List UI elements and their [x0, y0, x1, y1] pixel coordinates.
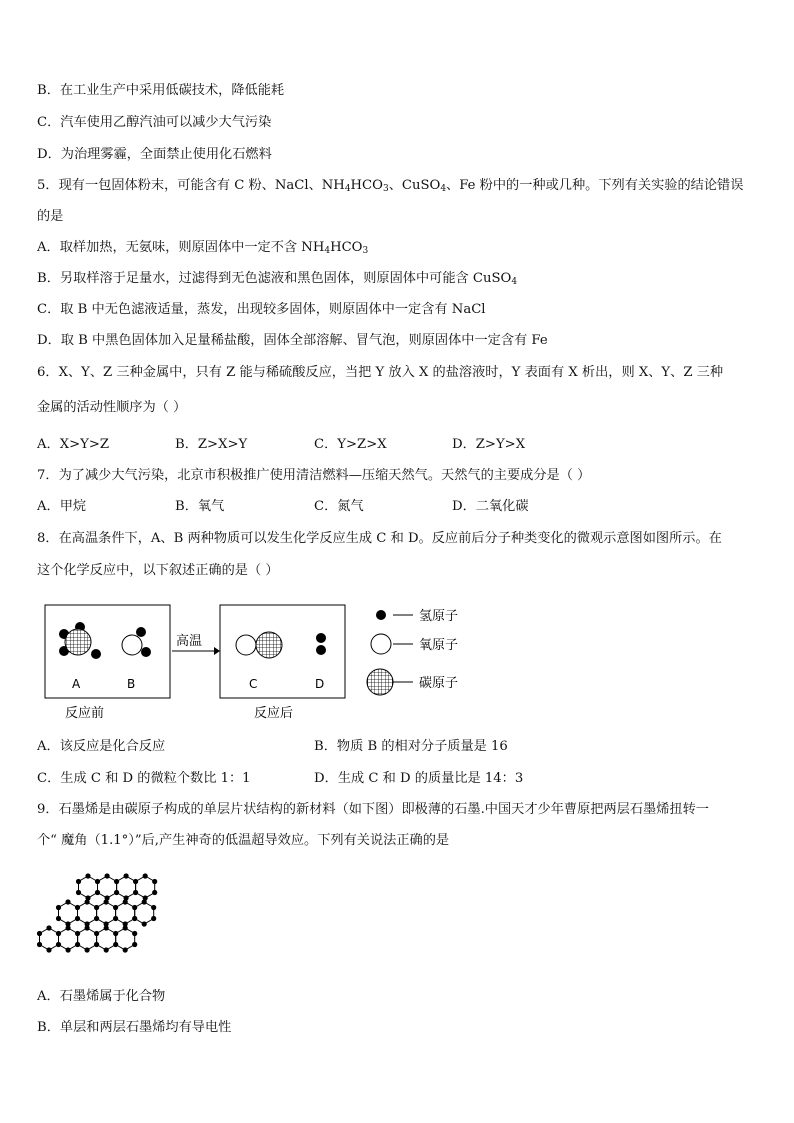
legend	[367, 609, 458, 695]
carbon-atom-dot	[152, 879, 157, 884]
q7-option-d: D．二氧化碳	[452, 499, 529, 514]
hexagon-ring	[78, 902, 97, 924]
q7-option-c: C．氮气	[314, 499, 364, 514]
q6-option-a: A．X>Y>Z	[37, 437, 110, 452]
carbon-atom-dot	[114, 879, 119, 884]
legend-carbon-label: 碳原子	[419, 676, 459, 691]
carbon-atom-dot	[104, 947, 109, 952]
carbon-atom-dot	[76, 890, 81, 895]
q6-option-d: D．Z>Y>X	[452, 437, 526, 452]
q9-stem-line1: 9．石墨烯是由碳原子构成的单层片状结构的新材料（如下图）即极薄的石墨.中国天才少年曹原把两层石墨烯扭转一	[37, 802, 709, 817]
q5-option-a: A．取样加热，无氨味，则原固体中一定不含 $NH_4HCO_3$	[37, 240, 369, 256]
label-c: C	[249, 677, 258, 691]
q8-option-b: B．物质 B 的相对分子质量是 16	[314, 739, 508, 754]
carbon-atom-dot	[113, 916, 118, 921]
hexagon-ring	[40, 928, 59, 950]
hexagon-ring	[78, 928, 97, 950]
label-b: B	[127, 677, 136, 691]
carbon-atom-dot	[132, 931, 137, 936]
q8-stem-line2: 这个化学反应中，以下叙述正确的是（ ）	[37, 563, 279, 578]
q7-option-b: B．氧气	[175, 499, 225, 514]
carbon-atom-dot	[56, 916, 61, 921]
carbon-atom-dot	[65, 899, 70, 904]
carbon-atom-dot	[66, 947, 71, 952]
carbon-atom-dot	[56, 942, 61, 947]
q8-stem-line1: 8．在高温条件下，A、B 两种物质可以发生化学反应生成 C 和 D。反应前后分子种类变化的微观示意图如图所示。在	[37, 531, 722, 546]
carbon-atom-dot	[132, 916, 137, 921]
carbon-atom-dot	[123, 925, 128, 930]
molecule-a	[59, 622, 101, 659]
caption-after: 反应后	[254, 706, 294, 721]
carbon-atom-dot	[123, 947, 128, 952]
carbon-atom-dot	[75, 905, 80, 910]
carbon-atom-dot	[124, 873, 129, 878]
carbon-atom-dot	[85, 899, 90, 904]
q6-option-b: B．Z>X>Y	[175, 437, 248, 452]
q9-stem-line2: 个“ 魔角（1.1°）”后,产生神奇的低温超导效应。下列有关说法正确的是	[37, 833, 450, 848]
carbon-atom-dot	[95, 890, 100, 895]
q6-stem-line2: 金属的活动性顺序为（ ）	[37, 400, 187, 415]
q8-option-a: A．该反应是化合反应	[37, 739, 166, 754]
carbon-atom-dot	[104, 899, 109, 904]
q5-option-c: C．取 B 中无色滤液适量，蒸发，出现较多固体，则原固体中一定含有 NaCl	[37, 302, 486, 317]
hexagon-ring	[136, 876, 155, 898]
carbon-atom-dot	[75, 916, 80, 921]
legend-hydrogen-icon	[376, 610, 386, 620]
carbon-atom-dot	[132, 942, 137, 947]
carbon-atom-dot	[104, 925, 109, 930]
molecule-c	[236, 632, 282, 658]
carbon-atom-dot	[133, 879, 138, 884]
carbon-atom-dot	[56, 931, 61, 936]
molecule-d	[316, 633, 326, 655]
carbon-atom-dot	[143, 873, 148, 878]
hexagon-ring	[98, 876, 117, 898]
q4-option-b: B．在工业生产中采用低碳技术，降低能耗	[37, 83, 285, 98]
hexagon-ring	[79, 876, 98, 898]
hexagon-ring	[59, 928, 78, 950]
carbon-atom-dot	[142, 921, 147, 926]
q4-option-d: D．为治理雾霾，全面禁止使用化石燃料	[37, 147, 272, 162]
molecule-b	[122, 627, 151, 657]
carbon-atom-dot	[85, 925, 90, 930]
carbon-atom-dot	[75, 942, 80, 947]
hexagon-ring	[97, 902, 116, 924]
reaction-condition: 高温	[176, 634, 203, 649]
carbon-atom-dot	[133, 890, 138, 895]
q7-stem: 7．为了减少大气污染，北京市积极推广使用清洁燃料—压缩天然气。天然气的主要成分是（ ）	[37, 468, 591, 483]
legend-hydrogen-label: 氢原子	[419, 609, 459, 624]
carbon-atom-dot	[85, 947, 90, 952]
carbon-atom-dot	[75, 931, 80, 936]
carbon-atom-dot	[37, 942, 42, 947]
legend-carbon-icon	[367, 669, 393, 695]
legend-oxygen-icon	[371, 634, 391, 654]
carbon-atom-dot	[113, 931, 118, 936]
label-a: A	[72, 677, 81, 691]
carbon-atom-dot	[105, 873, 110, 878]
carbon-atom-dot	[56, 905, 61, 910]
q5-option-b: B．另取样溶于足量水，过滤得到无色滤液和黑色固体，则原固体中可能含 CuSO$_4$	[37, 271, 518, 287]
carbon-atom-dot	[76, 879, 81, 884]
carbon-atom-dot	[94, 905, 99, 910]
carbon-atom-dot	[94, 942, 99, 947]
q6-stem-line1: 6．X、Y、Z 三种金属中，只有 Z 能与稀硫酸反应，当把 Y 放入 X 的盐溶液时，Y 表面有 X 析出，则 X、Y、Z 三种	[37, 365, 724, 380]
carbon-atom-dot	[94, 916, 99, 921]
carbon-atom-dot	[46, 925, 51, 930]
q9-option-b: B．单层和两层石墨烯均有导电性	[37, 1020, 232, 1035]
graphene-lattice-image	[30, 865, 180, 975]
carbon-atom-dot	[151, 916, 156, 921]
q8-option-d: D．生成 C 和 D 的质量比是 14：3	[314, 771, 524, 786]
q5-option-d: D．取 B 中黑色固体加入足量稀盐酸，固体全部溶解、冒气泡，则原固体中一定含有 Fe	[37, 333, 548, 348]
carbon-atom-dot	[85, 873, 90, 878]
q6-option-c: C．Y>Z>X	[314, 437, 387, 452]
hexagon-ring	[116, 902, 135, 924]
hexagon-ring	[97, 928, 116, 950]
carbon-atom-dot	[132, 905, 137, 910]
carbon-atom-dot	[142, 899, 147, 904]
carbon-atom-dot	[46, 947, 51, 952]
carbon-atom-dot	[114, 890, 119, 895]
caption-before: 反应前	[65, 706, 105, 721]
carbon-atom-dot	[66, 925, 71, 930]
q5-stem-line1: 5．现有一包固体粉末，可能含有 C 粉、NaCl、$NH_4HCO_3$、CuSO$_4$、Fe 粉中的一种或几种。下列有关实验的结论错误	[37, 178, 744, 194]
reaction-diagram	[0, 595, 480, 725]
carbon-atom-dot	[152, 890, 157, 895]
q8-option-c: C．生成 C 和 D 的微粒个数比 1：1	[37, 771, 251, 786]
label-d: D	[315, 677, 325, 691]
q5-stem-line2: 的是	[37, 209, 64, 224]
carbon-atom-dot	[94, 931, 99, 936]
carbon-atom-dot	[37, 931, 42, 936]
reaction-arrow	[214, 647, 220, 655]
carbon-atom-dot	[151, 905, 156, 910]
carbon-atom-dot	[123, 899, 128, 904]
hexagon-ring	[59, 902, 78, 924]
carbon-atom-dot	[95, 879, 100, 884]
q7-option-a: A．甲烷	[37, 499, 87, 514]
carbon-atom-dot	[113, 905, 118, 910]
q9-option-a: A．石墨烯属于化合物	[37, 989, 166, 1004]
q4-option-c: C．汽车使用乙醇汽油可以减少大气污染	[37, 115, 272, 130]
legend-oxygen-label: 氧原子	[419, 638, 459, 653]
hexagon-ring	[117, 876, 136, 898]
hexagon-ring	[135, 902, 154, 924]
carbon-atom-dot	[113, 942, 118, 947]
hexagon-ring	[116, 928, 135, 950]
